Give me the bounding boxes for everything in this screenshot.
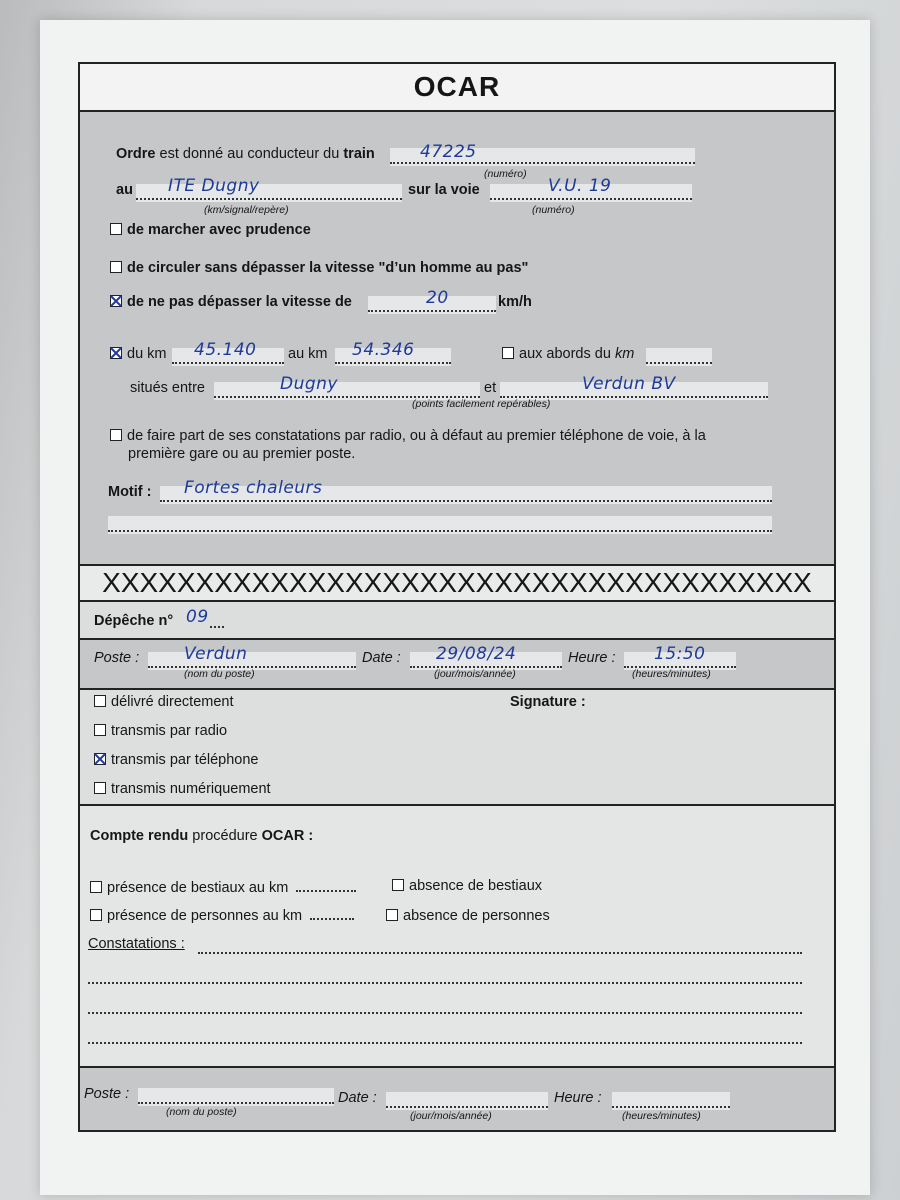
date-label: Date : — [362, 650, 401, 666]
signature-label: Signature : — [510, 694, 586, 710]
heure-value: 15:50 — [654, 644, 706, 664]
transmit-label-2: transmis par téléphone — [111, 752, 259, 768]
bottom-poste-hint: (nom du poste) — [166, 1106, 237, 1118]
checkbox-absence-bestiaux[interactable] — [392, 879, 404, 891]
bottom-date-label: Date : — [338, 1090, 377, 1106]
abords-row[interactable] — [502, 346, 634, 362]
voie-label: sur la voie — [408, 182, 480, 198]
option-prudence-label: de marcher avec prudence — [127, 222, 311, 238]
constatations-line-1[interactable] — [198, 940, 802, 954]
option-radio[interactable] — [110, 428, 706, 444]
checkbox-radio[interactable] — [110, 429, 122, 441]
heure-hint: (heures/minutes) — [632, 668, 711, 680]
bottom-poste-section — [80, 1068, 834, 1130]
constatations-line-2[interactable] — [88, 970, 802, 984]
transmit-label-1: transmis par radio — [111, 723, 228, 739]
depeche-label: Dépêche n° — [94, 613, 174, 629]
checkbox-presence-bestiaux[interactable] — [90, 881, 102, 893]
voie-hint: (numéro) — [532, 204, 575, 216]
date-value: 29/08/24 — [436, 644, 517, 664]
checkbox-homme[interactable] — [110, 261, 122, 273]
transmit-label-3: transmis numériquement — [111, 781, 271, 797]
checkbox-telephone[interactable] — [94, 753, 106, 765]
abords-label: aux abords du — [519, 346, 611, 362]
constatations-line-4[interactable] — [88, 1030, 802, 1044]
constatations-label: Constatations : — [88, 936, 185, 952]
compte-rendu-title-bold: Compte rendu — [90, 828, 189, 844]
train-number-value: 47225 — [420, 142, 477, 162]
bottom-poste-label: Poste : — [84, 1086, 130, 1102]
compte-rendu-title-mid: procédure — [188, 828, 262, 844]
train-word: train — [343, 146, 375, 162]
presence-bestiaux-label: présence de bestiaux au km — [107, 880, 289, 896]
abords-field[interactable] — [646, 348, 712, 366]
option-radio-line1: de faire part de ses constatations par radio, ou à défaut au premier téléphone de voie, à la — [127, 428, 706, 444]
checkbox-presence-personnes[interactable] — [90, 909, 102, 921]
bottom-date-hint: (jour/mois/année) — [410, 1110, 492, 1122]
motif-value: Fortes chaleurs — [184, 478, 323, 498]
transmit-option-1[interactable] — [94, 723, 227, 739]
compte-rendu-section — [80, 806, 834, 1068]
au-label: au — [116, 182, 133, 198]
checkbox-numerique[interactable] — [94, 782, 106, 794]
checkbox-delivre[interactable] — [94, 695, 106, 707]
bottom-heure-hint: (heures/minutes) — [622, 1110, 701, 1122]
du-km-label: du km — [127, 346, 167, 362]
checkbox-radio-transmit[interactable] — [94, 724, 106, 736]
location-value: ITE Dugny — [168, 176, 260, 196]
depeche-value: 09 — [186, 607, 209, 627]
checkbox-du-km[interactable] — [110, 347, 122, 359]
option-vitesse[interactable] — [110, 294, 352, 310]
location-hint: (km/signal/repère) — [204, 204, 289, 216]
poste-label: Poste : — [94, 650, 140, 666]
compte-rendu-title-end: : — [304, 828, 314, 844]
motif-label: Motif : — [108, 484, 152, 500]
poste-section — [80, 640, 834, 690]
constatations-line-3[interactable] — [88, 1000, 802, 1014]
bottom-date-field[interactable] — [386, 1092, 548, 1110]
compte-rendu-title-ocar: OCAR — [261, 828, 305, 844]
date-hint: (jour/mois/année) — [434, 668, 516, 680]
checkbox-vitesse[interactable] — [110, 295, 122, 307]
absence-personnes-row[interactable] — [386, 908, 550, 924]
separator-x-row: XXXXXXXXXXXXXXXXXXXXXXXXXXXXXXXXXXXXXX — [80, 566, 834, 602]
du-km-row[interactable] — [110, 346, 167, 362]
absence-bestiaux-label: absence de bestiaux — [409, 878, 543, 894]
order-line-1 — [116, 146, 375, 162]
option-homme-label: de circuler sans dépasser la vitesse "d’un homme au pas" — [127, 260, 529, 276]
motif-field-line2[interactable] — [108, 516, 772, 534]
option-radio-line2: première gare ou au premier poste. — [128, 446, 356, 462]
speed-unit: km/h — [498, 294, 532, 310]
compte-rendu-title — [90, 828, 313, 844]
au-km-value: 54.346 — [352, 340, 415, 360]
bottom-heure-field[interactable] — [612, 1092, 730, 1110]
du-km-value: 45.140 — [194, 340, 257, 360]
presence-bestiaux-row[interactable] — [90, 878, 356, 896]
speed-value: 20 — [426, 288, 449, 308]
checkbox-absence-personnes[interactable] — [386, 909, 398, 921]
absence-personnes-label: absence de personnes — [403, 908, 550, 924]
points-hint: (points facilement repérables) — [412, 398, 551, 410]
transmit-label-0: délivré directement — [111, 694, 234, 710]
checkbox-abords[interactable] — [502, 347, 514, 359]
situes-label: situés entre — [130, 380, 205, 396]
order-section — [80, 112, 834, 566]
absence-bestiaux-row[interactable] — [392, 878, 542, 894]
voie-value: V.U. 19 — [548, 176, 612, 196]
checkbox-prudence[interactable] — [110, 223, 122, 235]
form-title: OCAR — [80, 64, 834, 112]
poste-hint: (nom du poste) — [184, 668, 255, 680]
bottom-heure-label: Heure : — [554, 1090, 602, 1106]
order-text: est donné au conducteur du — [155, 146, 344, 162]
order-word: Ordre — [116, 146, 156, 162]
abords-km: km — [614, 346, 635, 362]
heure-label: Heure : — [568, 650, 616, 666]
presence-personnes-label: présence de personnes au km — [107, 908, 303, 924]
option-homme[interactable] — [110, 260, 528, 276]
transmission-section — [80, 690, 834, 806]
option-vitesse-label: de ne pas dépasser la vitesse de — [127, 294, 352, 310]
et-label: et — [484, 380, 497, 396]
depeche-section — [80, 602, 834, 640]
ocar-form — [78, 62, 836, 1132]
transmit-option-3[interactable] — [94, 781, 271, 797]
depeche-dots — [210, 614, 224, 628]
between-b-value: Verdun BV — [582, 374, 676, 394]
option-prudence[interactable] — [110, 222, 311, 238]
poste-value: Verdun — [184, 644, 248, 664]
transmit-option-0[interactable] — [94, 694, 234, 710]
between-a-value: Dugny — [280, 374, 338, 394]
presence-personnes-row[interactable] — [90, 906, 354, 924]
au-km-label: au km — [288, 346, 328, 362]
transmit-option-2[interactable] — [94, 752, 259, 768]
bottom-poste-field[interactable] — [138, 1088, 334, 1106]
train-number-hint: (numéro) — [484, 168, 527, 180]
